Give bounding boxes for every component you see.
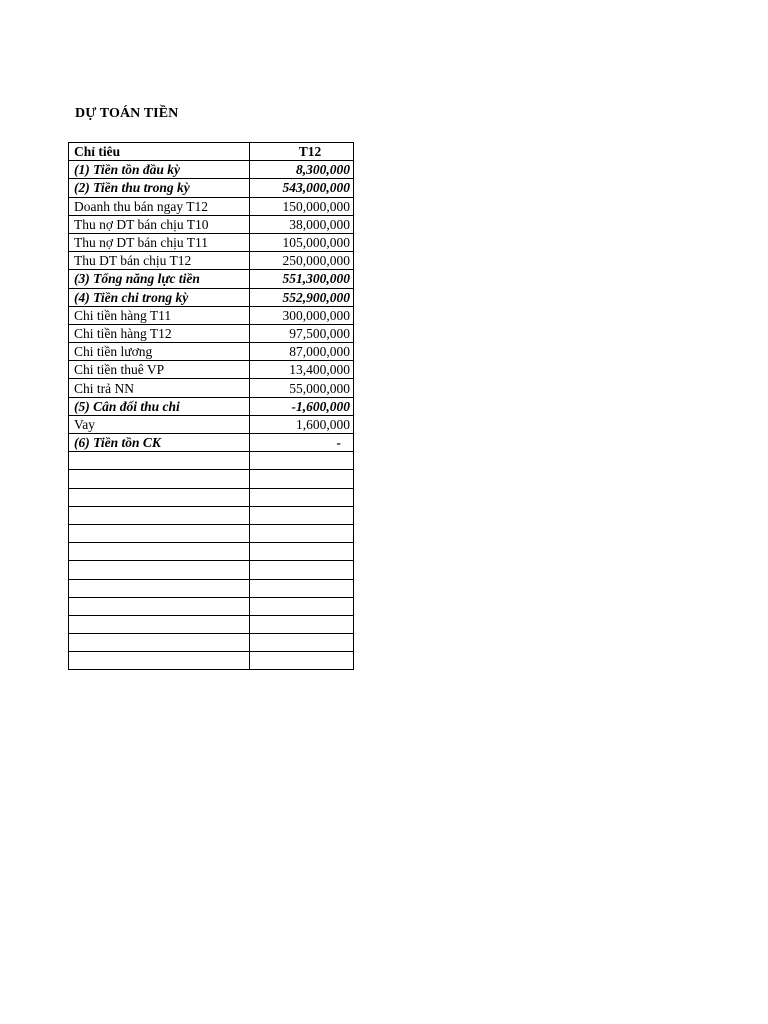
- table-row: [69, 233, 354, 251]
- row-value-cell: -: [250, 434, 354, 452]
- empty-row: [69, 652, 354, 670]
- table-row-total: [69, 179, 354, 197]
- empty-cell: [69, 488, 250, 506]
- table-row: [69, 379, 354, 397]
- table-header-row: [69, 143, 354, 161]
- row-value-cell: 551,300,000: [250, 270, 354, 288]
- empty-row: [69, 634, 354, 652]
- empty-cell: [69, 524, 250, 542]
- table-row-total: [69, 434, 354, 452]
- empty-row: [69, 506, 354, 524]
- row-value-cell: 55,000,000: [250, 379, 354, 397]
- row-label-cell: Doanh thu bán ngay T12: [69, 197, 250, 215]
- empty-cell: [69, 452, 250, 470]
- document-title: DỰ TOÁN TIỀN: [75, 106, 179, 121]
- row-label-cell: (6) Tiền tồn CK: [69, 434, 250, 452]
- empty-row: [69, 452, 354, 470]
- row-value-cell: -1,600,000: [250, 397, 354, 415]
- empty-cell: [250, 506, 354, 524]
- empty-row: [69, 488, 354, 506]
- empty-cell: [250, 615, 354, 633]
- empty-cell: [69, 470, 250, 488]
- table-row: [69, 215, 354, 233]
- empty-cell: [69, 634, 250, 652]
- empty-cell: [69, 561, 250, 579]
- empty-cell: [250, 561, 354, 579]
- table-row: [69, 197, 354, 215]
- row-label-cell: (1) Tiền tồn đầu kỳ: [69, 161, 250, 179]
- empty-row: [69, 579, 354, 597]
- empty-cell: [250, 597, 354, 615]
- empty-cell: [69, 615, 250, 633]
- empty-cell: [250, 543, 354, 561]
- row-label-cell: (4) Tiền chi trong kỳ: [69, 288, 250, 306]
- empty-cell: [69, 579, 250, 597]
- empty-cell: [250, 524, 354, 542]
- header-period-cell: T12: [250, 143, 354, 161]
- empty-cell: [250, 452, 354, 470]
- table-row-total: [69, 288, 354, 306]
- cash-budget-table: [68, 142, 354, 670]
- empty-row: [69, 615, 354, 633]
- empty-row: [69, 561, 354, 579]
- table-row: [69, 343, 354, 361]
- empty-cell: [69, 543, 250, 561]
- empty-cell: [250, 470, 354, 488]
- row-value-cell: 87,000,000: [250, 343, 354, 361]
- row-label-cell: Chi tiền lương: [69, 343, 250, 361]
- table-row-total: [69, 161, 354, 179]
- empty-row: [69, 524, 354, 542]
- empty-row: [69, 597, 354, 615]
- row-label-cell: (5) Cân đối thu chi: [69, 397, 250, 415]
- row-label-cell: Chi trả NN: [69, 379, 250, 397]
- row-value-cell: 250,000,000: [250, 252, 354, 270]
- empty-row: [69, 543, 354, 561]
- row-value-cell: 150,000,000: [250, 197, 354, 215]
- row-label-cell: Vay: [69, 415, 250, 433]
- empty-cell: [250, 634, 354, 652]
- row-value-cell: 1,600,000: [250, 415, 354, 433]
- table-row: [69, 361, 354, 379]
- row-label-cell: Thu nợ DT bán chịu T11: [69, 233, 250, 251]
- table-row-total: [69, 270, 354, 288]
- row-label-cell: Chi tiền hàng T12: [69, 324, 250, 342]
- row-value-cell: 8,300,000: [250, 161, 354, 179]
- empty-cell: [69, 506, 250, 524]
- empty-cell: [250, 488, 354, 506]
- header-label-cell: Chỉ tiêu: [69, 143, 250, 161]
- table-row-total: [69, 397, 354, 415]
- row-value-cell: 105,000,000: [250, 233, 354, 251]
- row-label-cell: (3) Tổng năng lực tiền: [69, 270, 250, 288]
- table-body: [69, 161, 354, 670]
- row-label-cell: Thu nợ DT bán chịu T10: [69, 215, 250, 233]
- row-label-cell: Chi tiền thuê VP: [69, 361, 250, 379]
- row-label-cell: Chi tiền hàng T11: [69, 306, 250, 324]
- empty-cell: [69, 652, 250, 670]
- table-row: [69, 306, 354, 324]
- table-row: [69, 324, 354, 342]
- row-value-cell: 97,500,000: [250, 324, 354, 342]
- row-value-cell: 543,000,000: [250, 179, 354, 197]
- empty-cell: [250, 652, 354, 670]
- table-row: [69, 415, 354, 433]
- row-value-cell: 13,400,000: [250, 361, 354, 379]
- row-value-cell: 300,000,000: [250, 306, 354, 324]
- row-value-cell: 38,000,000: [250, 215, 354, 233]
- table-row: [69, 252, 354, 270]
- row-label-cell: Thu DT bán chịu T12: [69, 252, 250, 270]
- row-value-cell: 552,900,000: [250, 288, 354, 306]
- empty-row: [69, 470, 354, 488]
- empty-cell: [69, 597, 250, 615]
- empty-cell: [250, 579, 354, 597]
- row-label-cell: (2) Tiền thu trong kỳ: [69, 179, 250, 197]
